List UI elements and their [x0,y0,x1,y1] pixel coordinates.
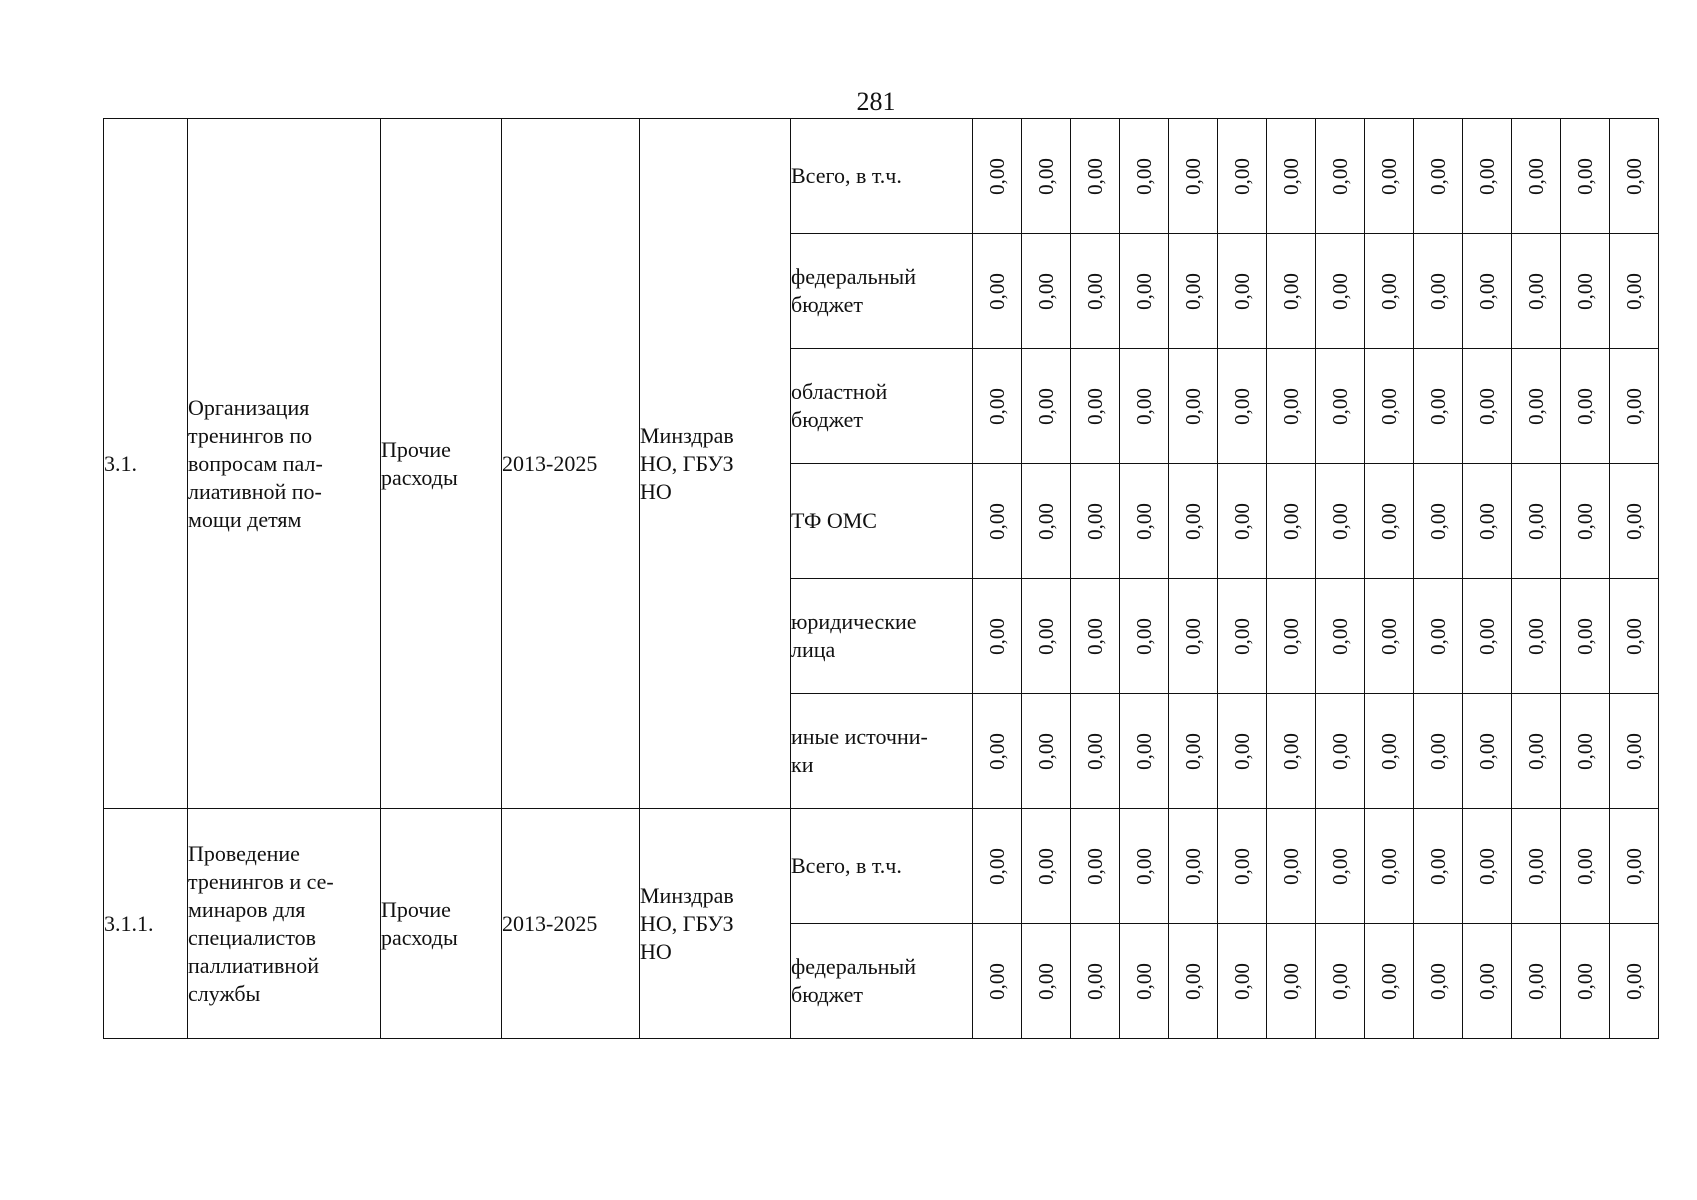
executor-line: Минздрав [640,882,734,908]
value-cell [1463,579,1512,694]
expense-type-line: расходы [381,924,458,950]
value-cell [1512,694,1561,809]
value-cell [1414,579,1463,694]
budget-table [103,118,1659,1039]
value-cell [1120,234,1169,349]
value-text: 0,00 [1376,733,1401,770]
value-text: 0,00 [1523,273,1548,310]
value-text: 0,00 [1523,503,1548,540]
value-text: 0,00 [1474,963,1499,1000]
value-text: 0,00 [1474,733,1499,770]
value-cell [1267,234,1316,349]
value-cell [1463,924,1512,1039]
value-text: 0,00 [1082,733,1107,770]
value-cell [973,234,1022,349]
value-cell [1365,579,1414,694]
value-text: 0,00 [984,618,1009,655]
value-text: 0,00 [1621,963,1646,1000]
value-cell [1169,464,1218,579]
value-cell [1512,809,1561,924]
expense-type-line: Прочие [381,896,451,922]
value-cell [1463,809,1512,924]
value-cell [973,924,1022,1039]
page-number: 281 [856,87,896,116]
value-text: 0,00 [1523,963,1548,1000]
value-text: 0,00 [1376,273,1401,310]
table-row [104,809,1659,924]
value-cell [1463,349,1512,464]
value-cell [973,579,1022,694]
value-cell [1120,694,1169,809]
value-text: 0,00 [1376,503,1401,540]
executor-cell [640,119,791,809]
value-cell [1512,464,1561,579]
value-cell [1218,234,1267,349]
funding-source-line: лица [791,637,836,662]
value-cell [1463,464,1512,579]
value-text: 0,00 [1082,963,1107,1000]
value-text: 0,00 [1180,158,1205,195]
value-text: 0,00 [1278,733,1303,770]
value-cell [1218,119,1267,234]
funding-source-cell [791,349,973,464]
value-cell [1022,924,1071,1039]
value-cell [1120,809,1169,924]
value-cell [1169,809,1218,924]
funding-source-cell [791,579,973,694]
value-text: 0,00 [1523,848,1548,885]
funding-source-line: бюджет [791,407,863,432]
value-text: 0,00 [984,963,1009,1000]
executor-line: НО [640,478,672,504]
value-text: 0,00 [1229,733,1254,770]
value-text: 0,00 [1425,388,1450,425]
value-text: 0,00 [1229,618,1254,655]
value-text: 0,00 [1523,618,1548,655]
value-text: 0,00 [1523,388,1548,425]
value-cell [1218,809,1267,924]
item-number: 3.1. [104,450,137,476]
value-text: 0,00 [1033,618,1058,655]
value-cell [1365,464,1414,579]
value-text: 0,00 [1278,503,1303,540]
value-text: 0,00 [1229,273,1254,310]
item-name-cell [188,809,381,1039]
value-text: 0,00 [1327,273,1352,310]
item-name-line: Организация [188,394,310,420]
value-cell [1316,579,1365,694]
value-cell [1267,809,1316,924]
value-text: 0,00 [1621,733,1646,770]
value-cell [1169,694,1218,809]
value-cell [1512,234,1561,349]
value-cell [1071,579,1120,694]
value-text: 0,00 [1572,733,1597,770]
value-text: 0,00 [1425,503,1450,540]
value-cell [1169,119,1218,234]
value-cell [1610,119,1659,234]
funding-source-cell [791,694,973,809]
value-text: 0,00 [1278,158,1303,195]
funding-source-cell [791,464,973,579]
value-cell [1022,464,1071,579]
value-cell [1316,349,1365,464]
value-cell [1071,349,1120,464]
value-cell [1071,694,1120,809]
value-cell [1610,924,1659,1039]
value-cell [1071,924,1120,1039]
value-cell [1022,119,1071,234]
funding-source-line: ТФ ОМС [791,508,877,533]
value-text: 0,00 [1033,503,1058,540]
value-cell [1071,234,1120,349]
expense-type-cell [381,809,502,1039]
value-text: 0,00 [1180,733,1205,770]
value-text: 0,00 [1474,848,1499,885]
value-text: 0,00 [1033,733,1058,770]
value-cell [1512,119,1561,234]
value-text: 0,00 [1425,848,1450,885]
value-cell [1120,579,1169,694]
value-text: 0,00 [1425,733,1450,770]
item-name-line: службы [188,980,261,1006]
value-text: 0,00 [1474,388,1499,425]
value-cell [1561,579,1610,694]
funding-source-cell [791,234,973,349]
value-cell [1610,694,1659,809]
value-text: 0,00 [1131,963,1156,1000]
value-cell [1022,809,1071,924]
value-text: 0,00 [1327,848,1352,885]
item-number: 3.1.1. [104,910,154,936]
item-name-line: вопросам пал- [188,450,323,476]
value-cell [1512,579,1561,694]
value-text: 0,00 [1082,158,1107,195]
value-text: 0,00 [984,733,1009,770]
value-text: 0,00 [1327,158,1352,195]
value-text: 0,00 [1229,388,1254,425]
value-cell [1561,234,1610,349]
value-text: 0,00 [1082,618,1107,655]
funding-source-line: юридические [791,609,917,634]
funding-source-line: Всего, в т.ч. [791,853,902,878]
value-cell [1365,349,1414,464]
value-cell [1022,234,1071,349]
value-cell [1120,924,1169,1039]
value-text: 0,00 [1425,273,1450,310]
funding-source-cell [791,809,973,924]
value-text: 0,00 [1425,618,1450,655]
value-text: 0,00 [1621,848,1646,885]
value-cell [1561,119,1610,234]
value-cell [1071,464,1120,579]
value-text: 0,00 [1229,848,1254,885]
value-text: 0,00 [1278,388,1303,425]
value-text: 0,00 [1523,158,1548,195]
value-cell [973,809,1022,924]
expense-type-line: расходы [381,464,458,490]
value-text: 0,00 [1621,158,1646,195]
period-text: 2013-2025 [502,910,598,936]
value-text: 0,00 [1033,388,1058,425]
funding-source-line: федеральный [791,954,916,979]
value-cell [1365,809,1414,924]
value-cell [1169,234,1218,349]
value-text: 0,00 [984,848,1009,885]
value-text: 0,00 [1229,158,1254,195]
period-text: 2013-2025 [502,450,598,476]
value-cell [1218,349,1267,464]
value-text: 0,00 [1474,158,1499,195]
value-text: 0,00 [1572,618,1597,655]
value-cell [1022,349,1071,464]
value-cell [1463,234,1512,349]
value-cell [1267,924,1316,1039]
value-cell [1267,694,1316,809]
value-text: 0,00 [984,388,1009,425]
value-text: 0,00 [1376,963,1401,1000]
table-row [104,119,1659,234]
funding-source-cell [791,924,973,1039]
value-cell [1316,464,1365,579]
value-cell [1071,809,1120,924]
value-text: 0,00 [1131,503,1156,540]
value-cell [1120,349,1169,464]
value-text: 0,00 [1572,273,1597,310]
value-text: 0,00 [1033,158,1058,195]
value-cell [1414,464,1463,579]
value-text: 0,00 [1572,158,1597,195]
value-cell [1071,119,1120,234]
value-cell [1610,809,1659,924]
value-text: 0,00 [1327,388,1352,425]
value-cell [1218,924,1267,1039]
value-cell [1561,464,1610,579]
executor-line: НО [640,938,672,964]
value-text: 0,00 [1082,388,1107,425]
value-text: 0,00 [1327,503,1352,540]
value-cell [1561,924,1610,1039]
item-name-line: мощи детям [188,506,302,532]
value-cell [1120,119,1169,234]
value-text: 0,00 [1180,963,1205,1000]
value-cell [1414,349,1463,464]
item-name-line: тренингов и се- [188,868,334,894]
value-text: 0,00 [1131,618,1156,655]
value-text: 0,00 [1033,848,1058,885]
value-text: 0,00 [1572,963,1597,1000]
value-text: 0,00 [1376,848,1401,885]
item-name-line: лиативной по- [188,478,322,504]
period-cell [502,809,640,1039]
value-text: 0,00 [1131,273,1156,310]
value-text: 0,00 [1327,963,1352,1000]
value-text: 0,00 [984,503,1009,540]
value-text: 0,00 [1229,503,1254,540]
value-cell [1414,234,1463,349]
value-text: 0,00 [1033,963,1058,1000]
value-text: 0,00 [1229,963,1254,1000]
executor-cell [640,809,791,1039]
period-cell [502,119,640,809]
funding-source-line: Всего, в т.ч. [791,163,902,188]
value-cell [1561,349,1610,464]
value-text: 0,00 [1621,618,1646,655]
value-cell [1218,579,1267,694]
funding-source-line: федеральный [791,264,916,289]
value-cell [1463,694,1512,809]
value-cell [1267,349,1316,464]
value-cell [1610,349,1659,464]
value-text: 0,00 [1278,273,1303,310]
value-text: 0,00 [1180,273,1205,310]
value-text: 0,00 [1572,848,1597,885]
value-text: 0,00 [1327,618,1352,655]
value-text: 0,00 [1523,733,1548,770]
value-text: 0,00 [1572,503,1597,540]
value-cell [1316,809,1365,924]
value-text: 0,00 [1131,158,1156,195]
value-cell [1365,119,1414,234]
value-text: 0,00 [984,273,1009,310]
value-text: 0,00 [1131,733,1156,770]
value-text: 0,00 [1376,158,1401,195]
value-text: 0,00 [1278,618,1303,655]
value-text: 0,00 [1082,503,1107,540]
value-cell [1365,694,1414,809]
value-text: 0,00 [1131,388,1156,425]
value-cell [973,694,1022,809]
value-text: 0,00 [1621,503,1646,540]
value-text: 0,00 [1180,848,1205,885]
value-cell [1414,694,1463,809]
value-cell [1610,579,1659,694]
item-name-line: минаров для [188,896,306,922]
funding-source-line: бюджет [791,292,863,317]
value-text: 0,00 [1180,388,1205,425]
item-name-cell [188,119,381,809]
value-cell [1365,924,1414,1039]
value-cell [1610,464,1659,579]
value-text: 0,00 [1474,273,1499,310]
value-text: 0,00 [1474,503,1499,540]
value-cell [1316,694,1365,809]
value-text: 0,00 [1082,848,1107,885]
value-cell [1463,119,1512,234]
expense-type-cell [381,119,502,809]
value-cell [1610,234,1659,349]
funding-source-line: областной [791,379,888,404]
value-cell [1169,579,1218,694]
executor-line: НО, ГБУЗ [640,450,734,476]
value-text: 0,00 [1621,388,1646,425]
value-text: 0,00 [1376,618,1401,655]
value-cell [1561,809,1610,924]
value-cell [1414,924,1463,1039]
value-text: 0,00 [984,158,1009,195]
value-cell [1414,809,1463,924]
funding-source-line: бюджет [791,982,863,1007]
value-cell [1365,234,1414,349]
value-text: 0,00 [1327,733,1352,770]
value-cell [1022,694,1071,809]
funding-source-line: ки [791,752,814,777]
value-cell [1218,464,1267,579]
value-cell [1267,464,1316,579]
executor-line: Минздрав [640,422,734,448]
value-text: 0,00 [1474,618,1499,655]
value-cell [973,464,1022,579]
item-number-cell [104,119,188,809]
funding-source-cell [791,119,973,234]
value-text: 0,00 [1082,273,1107,310]
funding-source-line: иные источни- [791,724,928,749]
value-text: 0,00 [1131,848,1156,885]
item-name-line: специалистов [188,924,317,950]
value-cell [1267,119,1316,234]
value-text: 0,00 [1278,848,1303,885]
value-cell [1414,119,1463,234]
expense-type-line: Прочие [381,436,451,462]
value-text: 0,00 [1033,273,1058,310]
value-cell [1218,694,1267,809]
value-cell [1169,349,1218,464]
value-text: 0,00 [1180,503,1205,540]
value-cell [973,349,1022,464]
value-cell [1022,579,1071,694]
value-cell [1120,464,1169,579]
value-cell [1169,924,1218,1039]
value-text: 0,00 [1572,388,1597,425]
value-text: 0,00 [1180,618,1205,655]
value-text: 0,00 [1425,158,1450,195]
item-name-line: паллиативной [188,952,319,978]
value-text: 0,00 [1425,963,1450,1000]
value-cell [1316,924,1365,1039]
value-text: 0,00 [1621,273,1646,310]
value-cell [1316,119,1365,234]
item-number-cell [104,809,188,1039]
value-cell [1512,349,1561,464]
value-cell [1267,579,1316,694]
value-cell [1512,924,1561,1039]
item-name-line: Проведение [188,840,300,866]
item-name-line: тренингов по [188,422,313,448]
value-cell [1561,694,1610,809]
executor-line: НО, ГБУЗ [640,910,734,936]
value-cell [973,119,1022,234]
value-text: 0,00 [1376,388,1401,425]
value-cell [1316,234,1365,349]
value-text: 0,00 [1278,963,1303,1000]
